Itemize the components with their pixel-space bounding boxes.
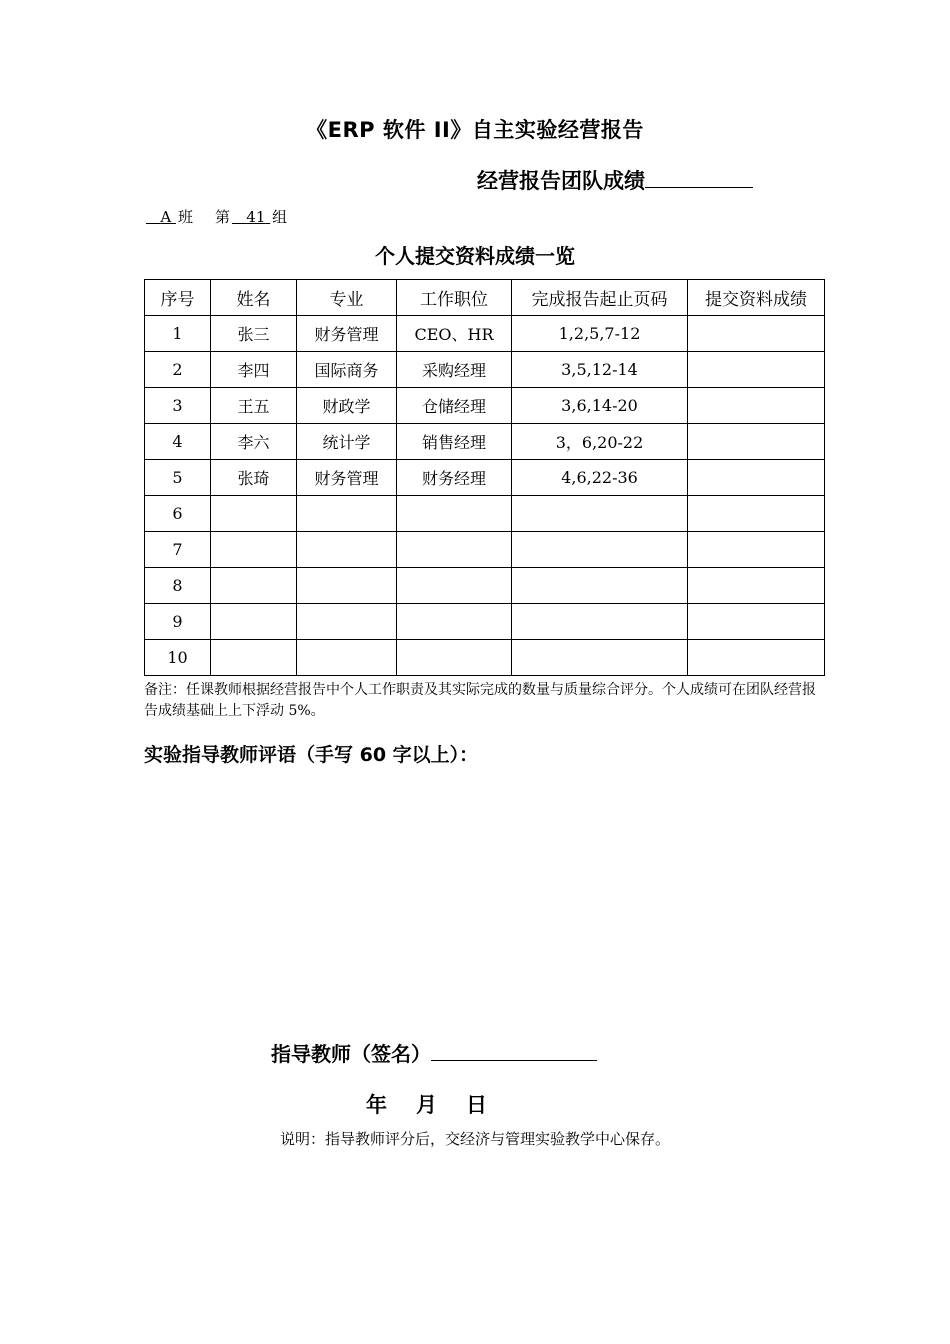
table-cell: 财务管理 (297, 316, 397, 352)
column-header: 完成报告起止页码 (512, 280, 688, 316)
table-cell: 5 (145, 460, 211, 496)
table-cell: 财政学 (297, 388, 397, 424)
table-cell (688, 532, 825, 568)
team-score-field (477, 165, 753, 195)
table-cell (397, 568, 512, 604)
group-prefix: 第 (214, 208, 230, 226)
table-cell: 10 (145, 640, 211, 676)
table-cell (211, 568, 297, 604)
table-cell: 财务管理 (297, 460, 397, 496)
table-row (145, 604, 825, 640)
team-score-blank (645, 187, 753, 188)
table-cell: 销售经理 (397, 424, 512, 460)
table-cell (688, 640, 825, 676)
table-row (145, 352, 825, 388)
table-cell (512, 640, 688, 676)
class-label: 班 (177, 208, 193, 226)
table-row (145, 568, 825, 604)
table-cell: 3，6,20-22 (512, 424, 688, 460)
table-cell (397, 604, 512, 640)
table-cell: CEO、HR (397, 316, 512, 352)
table-cell (688, 424, 825, 460)
table-cell: 李六 (211, 424, 297, 460)
table-cell: 4 (145, 424, 211, 460)
column-header: 序号 (145, 280, 211, 316)
table-cell: 7 (145, 532, 211, 568)
table-cell (297, 568, 397, 604)
signature-label: 指导教师（签名） (271, 1042, 431, 1066)
table-cell: 9 (145, 604, 211, 640)
table-cell (211, 532, 297, 568)
column-header: 工作职位 (397, 280, 512, 316)
table-cell: 3 (145, 388, 211, 424)
table-cell (688, 496, 825, 532)
table-cell (512, 532, 688, 568)
date-field (366, 1089, 488, 1119)
table-cell (688, 604, 825, 640)
table-cell (297, 640, 397, 676)
table-cell: 1 (145, 316, 211, 352)
table-cell: 1,2,5,7-12 (512, 316, 688, 352)
table-cell (512, 568, 688, 604)
table-cell: 3,6,14-20 (512, 388, 688, 424)
report-title: 《ERP 软件 II》自主实验经营报告 (306, 118, 644, 142)
table-cell: 统计学 (297, 424, 397, 460)
table-cell (297, 532, 397, 568)
table-header-row (145, 280, 825, 316)
table-cell: 仓储经理 (397, 388, 512, 424)
table-cell (297, 604, 397, 640)
table-cell: 张琦 (211, 460, 297, 496)
table-cell: 王五 (211, 388, 297, 424)
table-cell (688, 388, 825, 424)
table-cell (397, 640, 512, 676)
table-cell (297, 496, 397, 532)
signature-field (271, 1038, 597, 1067)
column-header: 提交资料成绩 (688, 280, 825, 316)
column-header: 姓名 (211, 280, 297, 316)
group-label: 组 (272, 208, 288, 226)
table-row (145, 532, 825, 568)
table-cell: 3,5,12-14 (512, 352, 688, 388)
table-cell (688, 460, 825, 496)
table-cell: 财务经理 (397, 460, 512, 496)
date-day: 日 (466, 1093, 488, 1117)
table-cell (211, 604, 297, 640)
table-cell (397, 496, 512, 532)
footer-note: 说明：指导教师评分后，交经济与管理实验教学中心保存。 (279, 1130, 670, 1148)
team-score-label: 经营报告团队成绩 (477, 169, 645, 193)
table-cell (397, 532, 512, 568)
table-cell (211, 640, 297, 676)
table-cell: 8 (145, 568, 211, 604)
table-title: 个人提交资料成绩一览 (375, 244, 575, 268)
table-row (145, 424, 825, 460)
table-row (145, 388, 825, 424)
table-cell (512, 604, 688, 640)
table-cell: 李四 (211, 352, 297, 388)
note-text: 备注：任课教师根据经营报告中个人工作职责及其实际完成的数量与质量综合评分。个人成绩可在团队经营报告成绩基础上上下浮动 5%。 (144, 682, 816, 719)
signature-blank (431, 1060, 597, 1061)
table-row (145, 316, 825, 352)
table-cell (688, 316, 825, 352)
table-cell: 采购经理 (397, 352, 512, 388)
table-cell (688, 568, 825, 604)
group-value: 41 (246, 208, 266, 226)
date-month: 月 (416, 1093, 438, 1117)
class-group-line (144, 206, 287, 227)
table-cell (688, 352, 825, 388)
column-header: 专业 (297, 280, 397, 316)
table-cell: 国际商务 (297, 352, 397, 388)
table-cell: 4,6,22-36 (512, 460, 688, 496)
table-cell (211, 496, 297, 532)
table-row (145, 460, 825, 496)
table-cell (512, 496, 688, 532)
table-row (145, 496, 825, 532)
table-body (145, 316, 825, 676)
table-row (145, 640, 825, 676)
table-cell: 6 (145, 496, 211, 532)
table-cell: 2 (145, 352, 211, 388)
grades-table (144, 279, 825, 676)
table-cell: 张三 (211, 316, 297, 352)
date-year: 年 (366, 1093, 388, 1117)
comment-title: 实验指导教师评语（手写 60 字以上）： (144, 744, 479, 766)
class-value: A (160, 208, 172, 226)
